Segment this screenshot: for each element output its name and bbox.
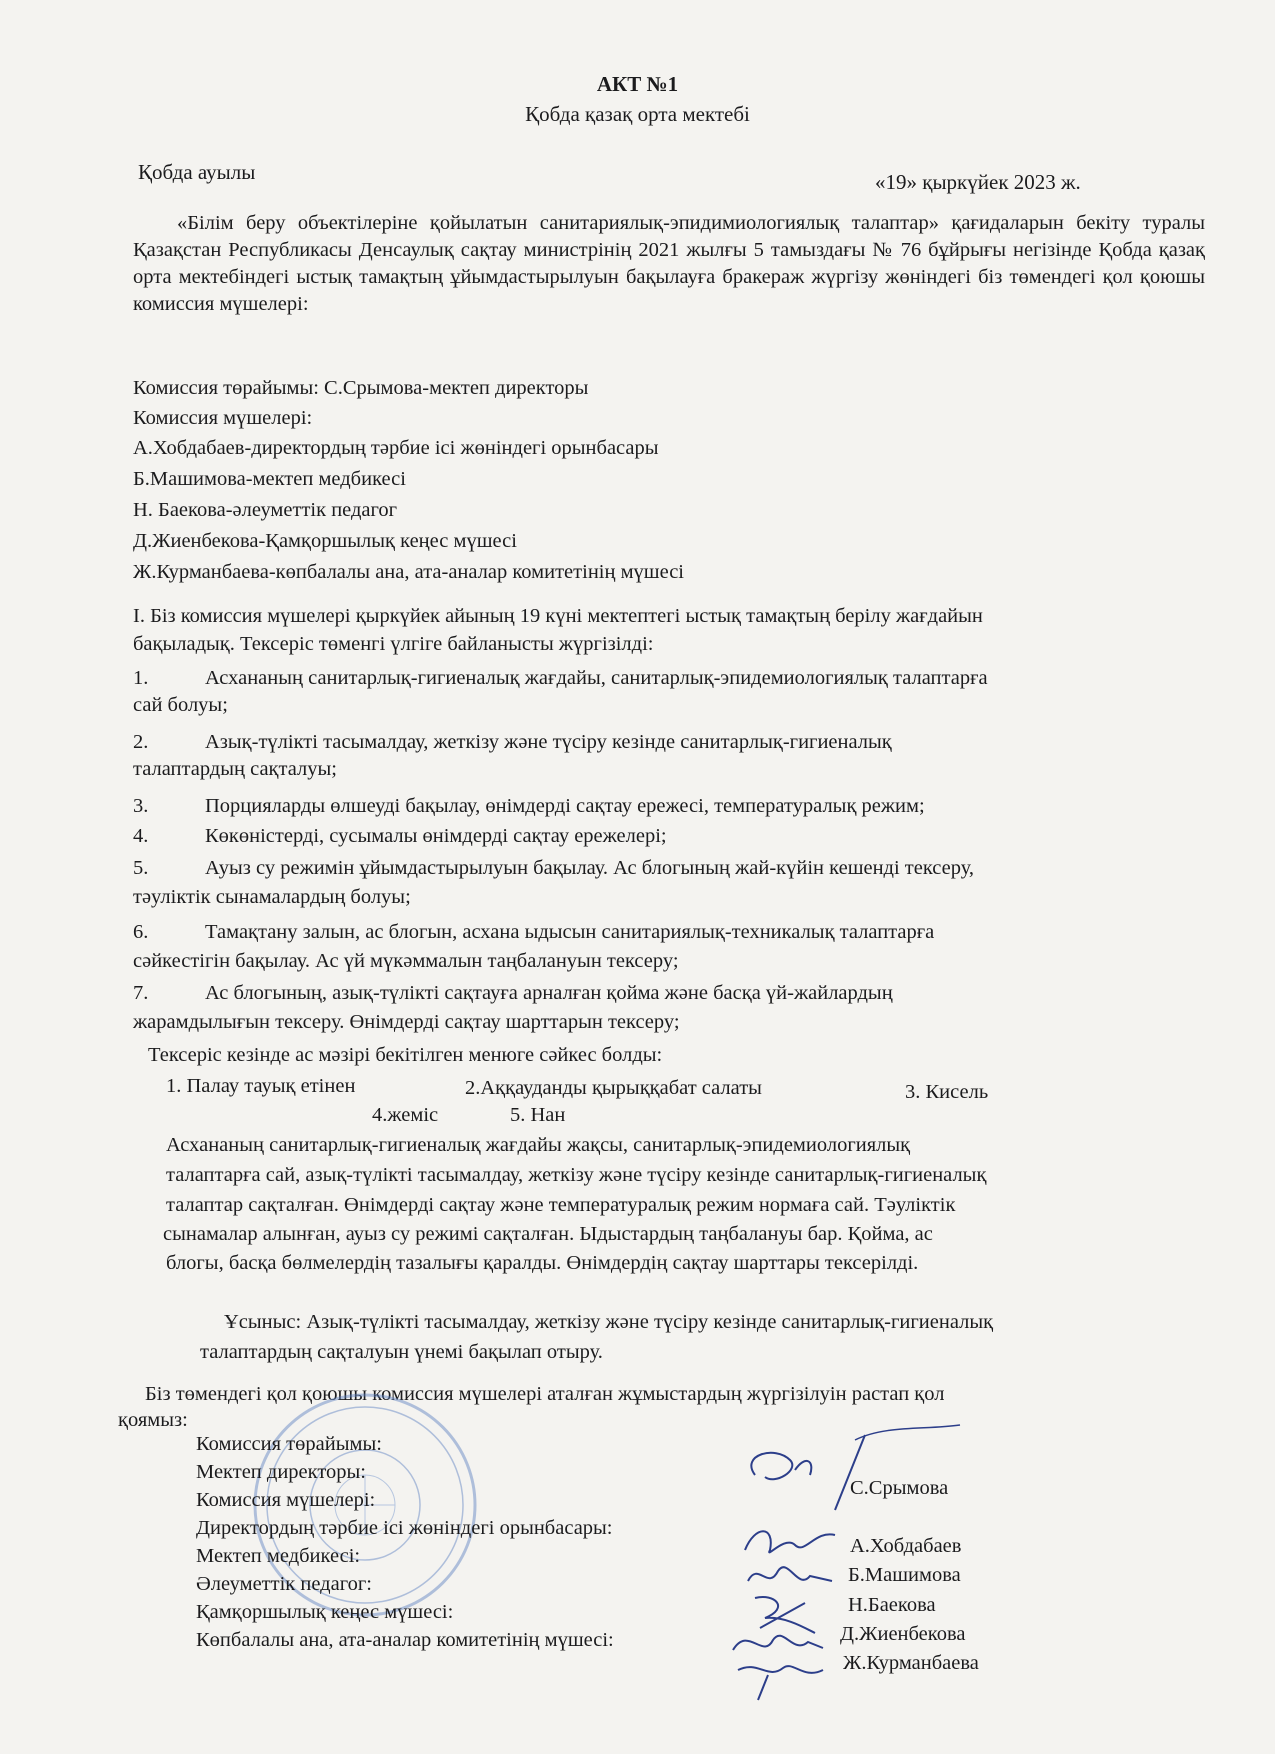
item-text: Тамақтану залын, ас блогын, асхана ыдысын санитариялық-техникалық талаптарға (205, 921, 935, 943)
check-item-5 (133, 857, 974, 880)
menu-item: 2.Аққауданды қырыққабат салаты (465, 1077, 762, 1099)
check-item-7 (133, 982, 893, 1005)
item-text: Азық-түлікті тасымалдау, жеткізу және түсіру кезінде санитарлық-гигиеналық (205, 731, 892, 753)
item-text: Ас блогының, азық-түлікті сақтауға арналған қойма және басқа үй-жайлардың (205, 982, 893, 1004)
check-item-5-cont: тәуліктік сынамалардың болуы; (133, 886, 411, 908)
menu-item: 1. Палау тауық етінен (166, 1075, 356, 1097)
menu-item: 5. Нан (510, 1104, 566, 1126)
recommendation-line: Ұсыныс: Азық-түлікті тасымалдау, жеткізу және түсіру кезінде санитарлық-гигиеналық (224, 1311, 994, 1333)
menu-item: 3. Кисель (905, 1081, 989, 1103)
item-text: Порцияларды өлшеуді бақылау, өнімдерді сақтау ережесі, температуралық режим; (205, 795, 925, 817)
signature-role: Комиссия мүшелері: (196, 1489, 376, 1511)
menu-item: 4.жеміс (372, 1104, 439, 1126)
signature-srymova (735, 1415, 965, 1525)
conclusion-line: талаптарға сай, азық-түлікті тасымалдау, жеткізу және түсіру кезінде санитарлық-гигиеналық (166, 1164, 987, 1186)
signer-name: А.Хобдабаев (850, 1535, 962, 1557)
commission-members-label: Комиссия мүшелері: (133, 407, 313, 429)
place-label: Қобда ауылы (138, 160, 256, 184)
commission-chair: Комиссия төрайымы: С.Срымова-мектеп директоры (133, 377, 589, 399)
conclusion-line: сынамалар алынған, ауыз су режимі сақталған. Ыдыстардың таңбалануы бар. Қойма, ас (163, 1223, 933, 1245)
item-number: 6. (133, 921, 149, 943)
signature-role: Мектеп директоры: (196, 1461, 366, 1483)
confirm-line: қоямыз: (118, 1409, 188, 1431)
recommendation-line: талаптардың сақталуын үнемі бақылап отыру. (200, 1341, 603, 1363)
item-number: 2. (133, 731, 149, 753)
conclusion-line: блогы, басқа бөлмелердің тазалығы қаралды. Өнімдердің сақтау шарттары тексерілді. (166, 1252, 919, 1274)
commission-member: Д.Жиенбекова-Қамқоршылық кеңес мүшесі (133, 530, 517, 552)
item-text: Асхананың санитарлық-гигиеналық жағдайы, санитарлық-эпидемиологиялық талаптарға (205, 667, 988, 689)
signature-role: Мектеп медбикесі: (196, 1545, 361, 1567)
signer-name: Ж.Курманбаева (843, 1652, 979, 1674)
commission-member: Н. Баекова-әлеуметтік педагог (133, 499, 398, 521)
section-lead-line: бақыладық. Тексеріс төменгі үлгіге байланысты жүргізілді: (133, 633, 654, 655)
confirm-line: Біз төмендегі қол қоюшы комиссия мүшелері аталған жұмыстардың жүргізілуін растап қол (145, 1383, 945, 1405)
check-item-1-cont: сай болуы; (133, 694, 228, 716)
check-item-3 (133, 795, 925, 818)
item-number: 4. (133, 825, 149, 847)
check-item-6-cont: сәйкестігін бақылау. Ас үй мүкәммалын таңбалануын тексеру; (133, 950, 679, 972)
intro-paragraph: «Білім беру объектілеріне қойылатын санитариялық-эпидимиологиялық талаптар» қағидаларын бекіту туралы Қазақстан Республикасы Денсаулық сақтау министрінің 2021 жылғы 5 тамыздағы № 76 бұйрығы негізінде Қобда қазақ орта мектебіндегі ыстық тамақтың ұйымдастырылуын бақылауға бракераж жүргізу жөніндегі біз төмендегі қол қоюшы комиссия мүшелері: (133, 212, 1205, 315)
item-text: Ауыз су режимін ұйымдастырылуын бақылау. Ас блогының жай-күйін кешенді тексеру, (205, 857, 975, 879)
conclusion-line: талаптар сақталған. Өнімдерді сақтау және температуралық режим нормаға сай. Тәуліктік (166, 1194, 956, 1216)
signer-name: С.Срымова (850, 1477, 949, 1499)
check-item-4 (133, 825, 667, 848)
signer-name: Д.Жиенбекова (840, 1623, 966, 1645)
signature-role: Директордың тәрбие ісі жөніндегі орынбасары: (196, 1517, 613, 1539)
signature-kurmanbaeva (728, 1650, 838, 1705)
signature-role: Әлеуметтік педагог: (196, 1573, 372, 1595)
date-label: «19» қыркүйек 2023 ж. (875, 170, 1081, 194)
signature-role: Қамқоршылық кеңес мүшесі: (196, 1601, 454, 1623)
check-item-1 (133, 667, 988, 690)
check-item-7-cont: жарамдылығын тексеру. Өнімдерді сақтау шарттарын тексеру; (133, 1011, 680, 1033)
check-item-2 (133, 731, 892, 754)
commission-member: Ж.Курманбаева-көпбалалы ана, ата-аналар комитетінің мүшесі (133, 561, 684, 583)
item-number: 7. (133, 982, 149, 1004)
signer-name: Б.Машимова (848, 1564, 961, 1586)
commission-member: Б.Машимова-мектеп медбикесі (133, 468, 406, 490)
menu-lead: Тексеріс кезінде ас мәзірі бекітілген менюге сәйкес болды: (148, 1044, 663, 1066)
item-text: Көкөністерді, сусымалы өнімдерді сақтау ережелері; (205, 825, 667, 847)
item-number: 5. (133, 857, 149, 879)
school-name: Қобда қазақ орта мектебі (525, 102, 750, 126)
check-item-6 (133, 921, 934, 944)
signature-role: Көпбалалы ана, ата-аналар комитетінің мүшесі: (196, 1629, 614, 1651)
commission-member: А.Хобдабаев-директордың тәрбие ісі жөніндегі орынбасары (133, 437, 659, 459)
signature-role: Комиссия төрайымы: (196, 1433, 382, 1455)
item-number: 1. (133, 667, 149, 689)
signer-name: Н.Баекова (848, 1594, 936, 1616)
check-item-2-cont: талаптардың сақталуы; (133, 758, 337, 780)
item-number: 3. (133, 795, 149, 817)
section-lead-line: І. Біз комиссия мүшелері қыркүйек айының 19 күні мектептегі ыстық тамақтың берілу жағдайын (133, 605, 983, 627)
conclusion-line: Асхананың санитарлық-гигиеналық жағдайы жақсы, санитарлық-эпидемиологиялық (166, 1134, 911, 1156)
document-title: АКТ №1 (596, 72, 679, 96)
